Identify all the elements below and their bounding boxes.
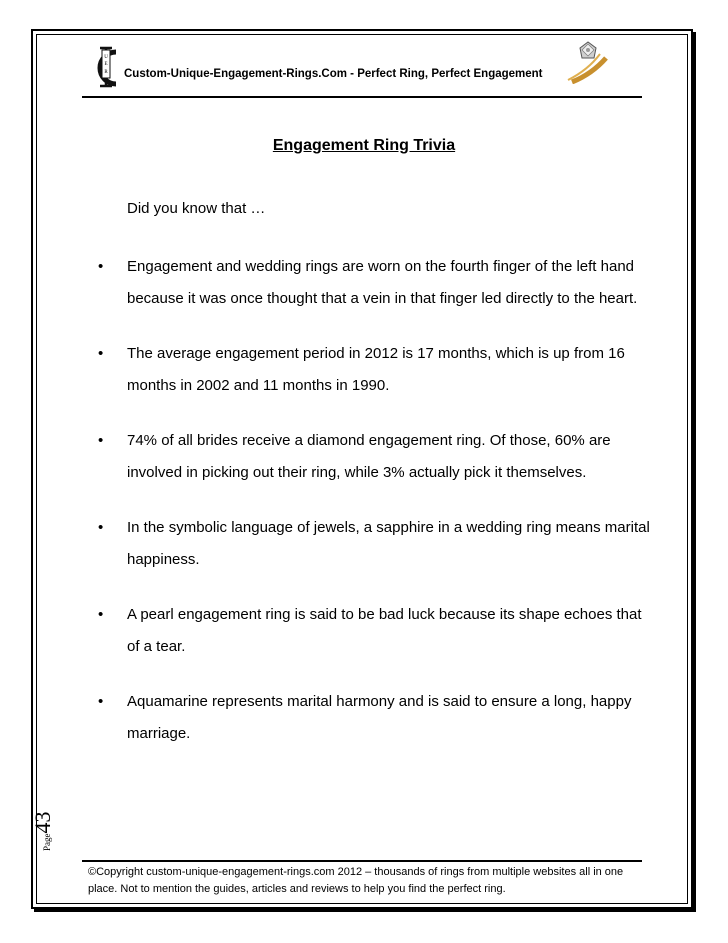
list-item-text: In the symbolic language of jewels, a sapphire in a wedding ring means marital happiness.: [127, 519, 650, 568]
list-item-text: A pearl engagement ring is said to be bad luck because its shape echoes that of a tear.: [127, 606, 642, 655]
svg-text:E: E: [104, 62, 108, 67]
bullet-icon: •: [98, 432, 104, 449]
bullet-icon: •: [98, 519, 104, 536]
page-number-value: 43: [30, 811, 55, 834]
bullet-icon: •: [98, 693, 104, 710]
page-title: Engagement Ring Trivia: [272, 137, 456, 154]
footer-copyright: ©Copyright custom-unique-engagement-rings.com 2012 – thousands of rings from multiple websites all in one place. Not to mention the guides, articles and reviews to help you find the perfect ring.: [88, 866, 624, 895]
cuer-logo-icon: [86, 42, 124, 94]
bullet-icon: •: [98, 258, 104, 275]
page-label: Page: [42, 833, 52, 851]
trivia-list: [96, 251, 656, 773]
list-item: [96, 512, 656, 575]
list-item: [96, 338, 656, 401]
footer-divider: [82, 860, 642, 862]
bullet-icon: •: [98, 345, 104, 362]
list-item-text: 74% of all brides receive a diamond engagement ring. Of those, 60% are involved in picking out their ring, while 3% actually pick it themselves.: [127, 432, 611, 481]
list-item: [96, 686, 656, 749]
site-header-text: Custom-Unique-Engagement-Rings.Com - Perfect Ring, Perfect Engagement: [124, 68, 543, 80]
diamond-ring-icon: [562, 40, 610, 84]
svg-text:U: U: [104, 55, 108, 60]
intro-text: Did you know that …: [127, 200, 266, 217]
list-item: [96, 425, 656, 488]
list-item: [96, 599, 656, 662]
svg-text:R: R: [104, 70, 108, 75]
header-divider: [82, 96, 642, 98]
list-item-text: The average engagement period in 2012 is 17 months, which is up from 16 months in 2002 and 11 months in 1990.: [127, 345, 625, 394]
list-item-text: Aquamarine represents marital harmony and is said to ensure a long, happy marriage.: [127, 693, 632, 742]
page-number: [22, 795, 77, 855]
list-item-text: Engagement and wedding rings are worn on the fourth finger of the left hand because it was once thought that a vein in that finger led directly to the heart.: [127, 258, 638, 307]
bullet-icon: •: [98, 606, 104, 623]
list-item: [96, 251, 656, 314]
